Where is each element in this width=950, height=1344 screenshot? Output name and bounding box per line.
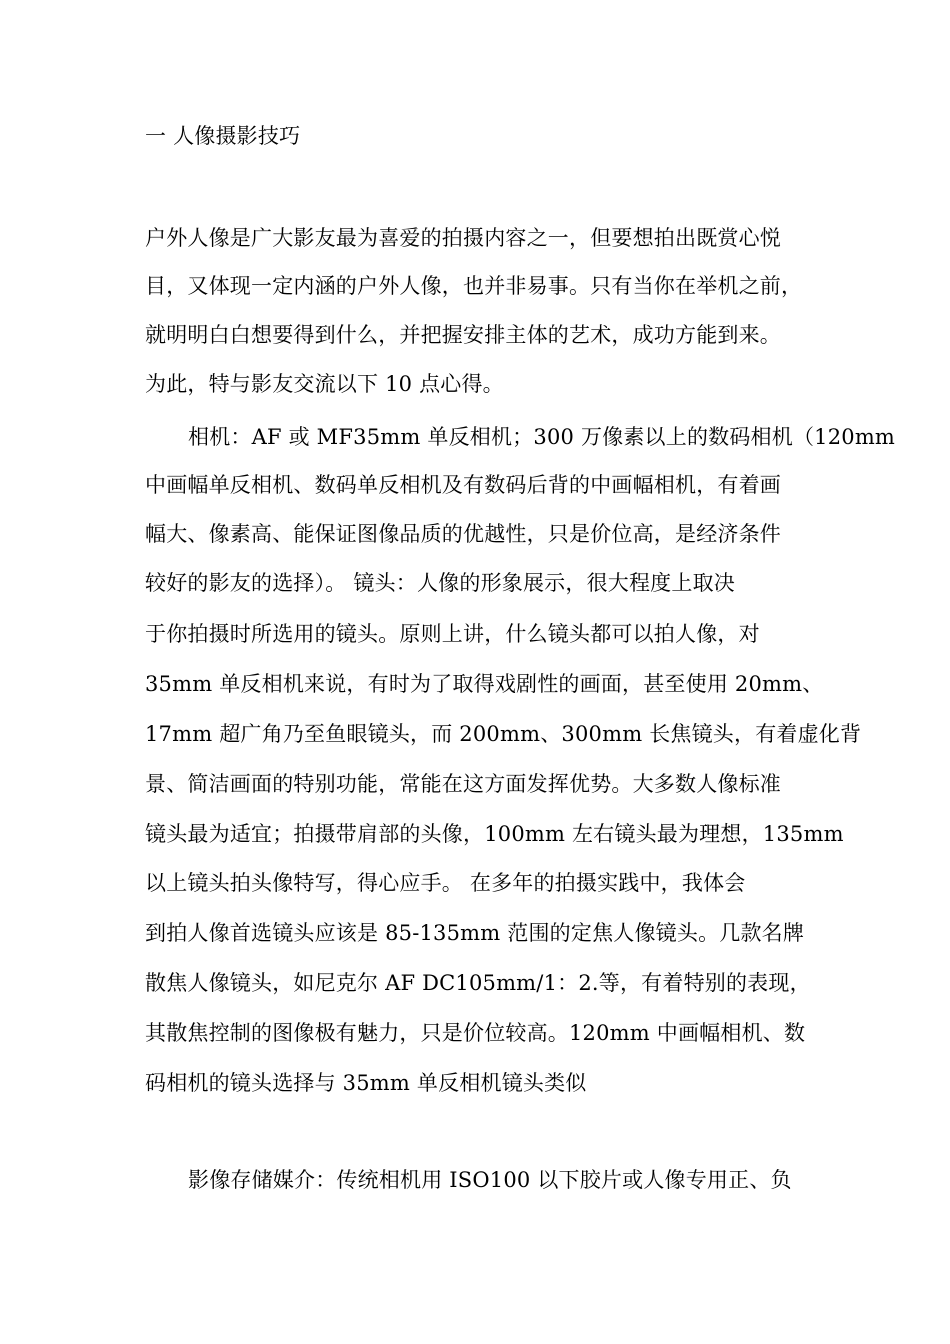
text-line-2: 目，又体现一定内涵的户外人像，也并非易事。只有当你在举机之前， (145, 274, 803, 298)
text-line-6: 中画幅单反相机、数码单反相机及有数码后背的中画幅相机，有着画 (145, 473, 781, 497)
text-line-18: 码相机的镜头选择与 35mm 单反相机镜头类似 (145, 1071, 587, 1095)
text-line-17: 其散焦控制的图像极有魅力，只是价位较高。120mm 中画幅相机、数 (145, 1021, 806, 1045)
text-line-15: 到拍人像首选镜头应该是 85-135mm 范围的定焦人像镜头。几款名牌 (145, 921, 805, 945)
text-line-1: 户外人像是广大影友最为喜爱的拍摄内容之一，但要想拍出既赏心悦 (145, 226, 781, 250)
text-line-4: 为此，特与影友交流以下 10 点心得。 (145, 372, 504, 396)
text-line-11: 17mm 超广角乃至鱼眼镜头，而 200mm、300mm 长焦镜头，有着虚化背 (145, 722, 862, 746)
text-line-3: 就明明白白想要得到什么，并把握安排主体的艺术，成功方能到来。 (145, 323, 781, 347)
text-line-9: 于你拍摄时所选用的镜头。原则上讲，什么镜头都可以拍人像，对 (145, 622, 760, 646)
text-line-12: 景、简洁画面的特别功能，常能在这方面发挥优势。大多数人像标准 (145, 772, 781, 796)
text-line-8: 较好的影友的选择）。 镜头：人像的形象展示，很大程度上取决 (145, 571, 735, 595)
text-line-5: 相机：AF 或 MF35mm 单反相机；300 万像素以上的数码相机（120mm (188, 425, 896, 449)
section-heading: 一 人像摄影技巧 (145, 124, 301, 148)
text-line-last-paragraph: 影像存储媒介：传统相机用 ISO100 以下胶片或人像专用正、负 (188, 1168, 792, 1192)
text-line-13: 镜头最为适宜；拍摄带肩部的头像，100mm 左右镜头最为理想，135mm (145, 822, 844, 846)
text-line-10: 35mm 单反相机来说，有时为了取得戏剧性的画面，甚至使用 20mm、 (145, 672, 824, 696)
text-line-16: 散焦人像镜头，如尼克尔 AF DC105mm/1：2.等，有着特别的表现， (145, 971, 811, 995)
text-line-14: 以上镜头拍头像特写，得心应手。 在多年的拍摄实践中，我体会 (145, 871, 746, 895)
text-line-7: 幅大、像素高、能保证图像品质的优越性，只是价位高，是经济条件 (145, 522, 781, 546)
